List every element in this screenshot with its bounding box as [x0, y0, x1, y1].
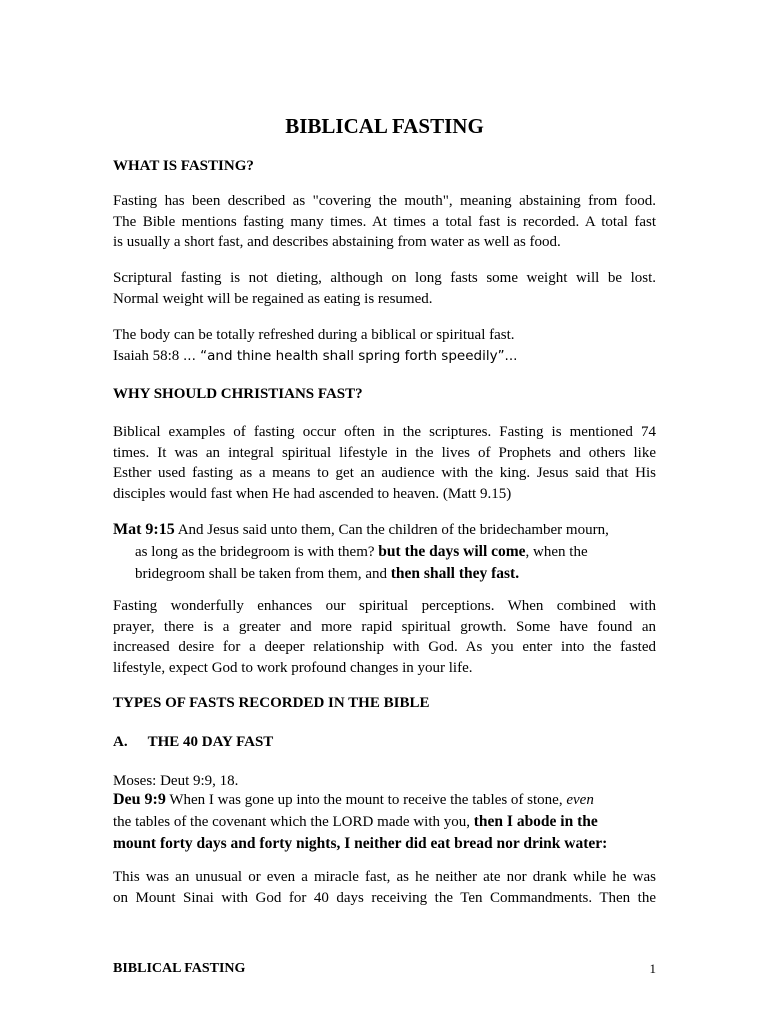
text-line: This was an unusual or even a miracle fast, as he neither ate nor drank while he was: [113, 869, 656, 885]
text-line: on Mount Sinai with God for 40 days receiving the Ten Commandments. Then the: [113, 889, 656, 906]
page-number: 1: [649, 961, 656, 976]
verse-text: bridegroom shall be taken from them, and: [135, 566, 391, 582]
verse-emphasis-line: mount forty days and forty nights, I neither did eat bread nor drink water:: [113, 835, 608, 852]
section-heading-what-is-fasting: WHAT IS FASTING?: [113, 158, 254, 174]
text-line: disciples would fast when He had ascended to heaven. (Matt 9.15): [113, 485, 512, 502]
text-line: The body can be totally refreshed during a biblical or spiritual fast.: [113, 327, 515, 343]
isaiah-quote: ... “and thine health shall spring forth speedily”...: [182, 347, 518, 364]
verse-line: [113, 789, 656, 811]
text-line: Esther used fasting as a means to get an audience with the king. Jesus said that His: [113, 465, 656, 481]
verse-italic: even: [566, 792, 594, 808]
verse-text: the tables of the covenant which the LORD made with you,: [113, 814, 474, 830]
isaiah-reference: Isaiah 58:8: [113, 347, 183, 364]
text-line: Scriptural fasting is not dieting, although on long fasts some weight will be lost.: [113, 270, 656, 286]
verse-reference: Deu 9:9: [113, 791, 166, 808]
verse-reference: Mat 9:15: [113, 521, 175, 538]
verse-line: [113, 541, 656, 563]
document-title: BIBLICAL FASTING: [285, 114, 484, 138]
verse-line: [113, 519, 656, 541]
verse-text: When I was gone up into the mount to receive the tables of stone,: [165, 792, 567, 808]
paragraph-spiritual-perceptions: [113, 596, 656, 678]
text-line: Fasting has been described as "covering the mouth", meaning abstaining from food.: [113, 193, 656, 209]
verse-text: as long as the bridegroom is with them?: [135, 544, 379, 560]
verse-line: [113, 563, 656, 585]
text-line: prayer, there is a greater and more rapid spiritual growth. Some have found an: [113, 618, 656, 635]
text-line: is usually a short fast, and describes abstaining from water as well as food.: [113, 234, 561, 250]
paragraph-not-dieting: [113, 268, 656, 309]
text-line: times. It was an integral spiritual lifestyle in the lives of Prophets and others like: [113, 444, 656, 461]
verse-text: , when the: [525, 544, 588, 560]
text-line: Fasting wonderfully enhances our spiritual perceptions. When combined with: [113, 598, 656, 614]
document-page: [113, 0, 656, 1024]
verse-text: And Jesus said unto them, Can the children of the bridechamber mourn,: [174, 522, 609, 538]
text-line: The Bible mentions fasting many times. At times a total fast is recorded. A total fast: [113, 213, 656, 230]
paragraph-biblical-examples: [113, 422, 656, 504]
text-line: increased desire for a deeper relationship with God. As you enter into the fasted: [113, 639, 656, 655]
subsection-marker: A.: [113, 734, 128, 750]
verse-emphasis: then shall they fast.: [390, 565, 520, 582]
footer-title: BIBLICAL FASTING: [113, 961, 246, 976]
paragraph-fasting-definition: [113, 191, 656, 253]
verse-matthew-9-15: [113, 519, 656, 585]
section-heading-why-fast: WHY SHOULD CHRISTIANS FAST?: [113, 386, 363, 402]
isaiah-reference-line: [113, 346, 656, 367]
verse-deuteronomy-9-9: [113, 789, 656, 854]
text-line: lifestyle, expect God to work profound changes in your life.: [113, 659, 473, 676]
verse-emphasis: but the days will come: [378, 543, 526, 560]
section-heading-types-of-fasts: TYPES OF FASTS RECORDED IN THE BIBLE: [113, 695, 430, 711]
verse-line: [113, 811, 656, 833]
text-line: Biblical examples of fasting occur often in the scriptures. Fasting is mentioned 74: [113, 424, 656, 440]
subsection-label: THE 40 DAY FAST: [147, 734, 274, 750]
verse-emphasis: then I abode in the: [473, 813, 598, 830]
text-line: Normal weight will be regained as eating is resumed.: [113, 290, 433, 307]
moses-reference: Moses: Deut 9:9, 18.: [113, 773, 239, 789]
subsection-heading-40-day-fast: [113, 732, 273, 752]
paragraph-refreshed: [113, 325, 656, 366]
paragraph-miracle-fast: [113, 867, 656, 908]
